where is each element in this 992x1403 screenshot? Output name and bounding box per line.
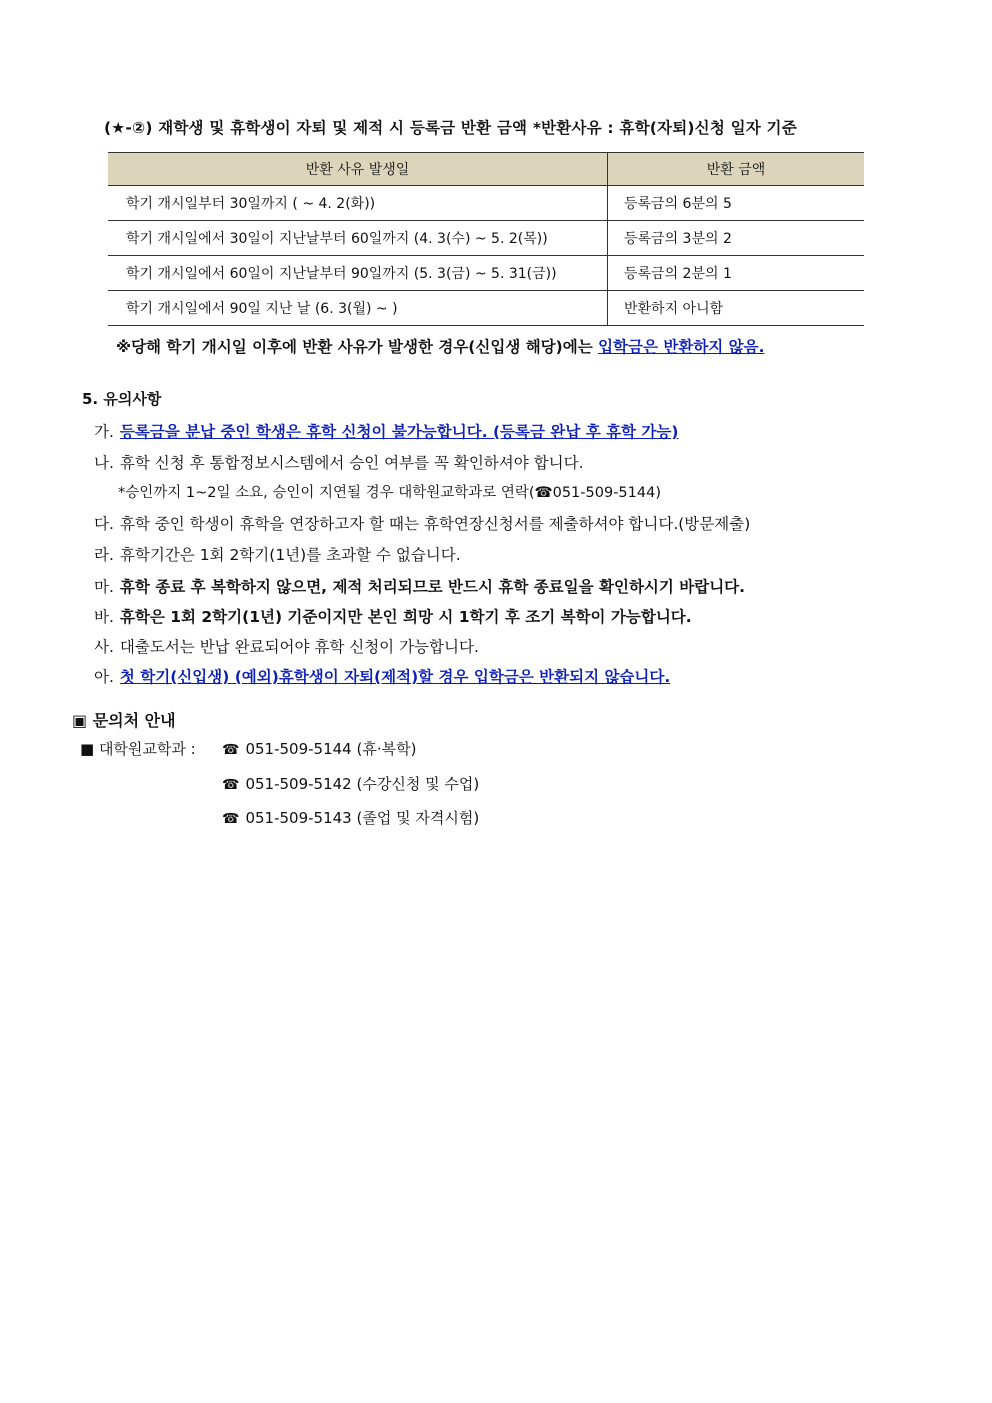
contact-department-line (80, 738, 196, 759)
refund-table (108, 152, 864, 326)
item-marker: 마. (94, 578, 114, 596)
item-text: 휴학 신청 후 통합정보시스템에서 승인 여부를 꼭 확인하셔야 합니다. (119, 454, 584, 472)
contact-section-title: ▣ 문의처 안내 (72, 711, 176, 730)
phone-description: (수강신청 및 수업) (356, 775, 480, 793)
item-marker: 사. (94, 638, 114, 656)
item-text: 대출도서는 반납 완료되어야 휴학 신청이 가능합니다. (119, 638, 479, 656)
item-text: 첫 학기(신입생) (예외)휴학생이 자퇴(제적)할 경우 입학금은 반환되지 않습니다. (119, 668, 671, 686)
notice-item-ra (94, 543, 461, 565)
refund-heading: (★-②) 재학생 및 휴학생이 자퇴 및 제적 시 등록금 반환 금액 *반환사유 : 휴학(자퇴)신청 일자 기준 (104, 119, 797, 137)
contact-phone-1 (222, 738, 416, 759)
item-text: 휴학 종료 후 복학하지 않으면, 제적 처리되므로 반드시 휴학 종료일을 확인하시기 바랍니다. (119, 578, 746, 596)
phone-description: (휴·복학) (356, 740, 417, 758)
table-cell-amount: 등록금의 6분의 5 (608, 186, 865, 221)
table-header-row (108, 153, 864, 186)
notice-item-ga (94, 420, 678, 442)
item-text: 휴학기간은 1회 2학기(1년)를 초과할 수 없습니다. (119, 546, 461, 564)
contact-phone-3 (222, 807, 479, 828)
table-row (108, 256, 864, 291)
notice-item-ma (94, 575, 745, 597)
phone-description: (졸업 및 자격시험) (356, 809, 480, 827)
notice-item-na (94, 451, 584, 473)
refund-note-text: ※당해 학기 개시일 이후에 반환 사유가 발생한 경우(신입생 해당)에는 (116, 338, 599, 356)
phone-number: 051-509-5142 (245, 775, 352, 793)
phone-number: 051-509-5144 (245, 740, 352, 758)
phone-icon: ☎ (222, 811, 240, 827)
item-text: 휴학 중인 학생이 휴학을 연장하고자 할 때는 휴학연장신청서를 제출하셔야 합니다.(방문제출) (119, 515, 751, 533)
column-header-cause-date: 반환 사유 발생일 (108, 153, 608, 186)
table-cell-period: 학기 개시일부터 30일까지 ( ~ 4. 2(화)) (108, 186, 608, 221)
contact-phone-2 (222, 773, 479, 794)
notice-section-title: 5. 유의사항 (82, 390, 162, 408)
refund-note-highlight: 입학금은 반환하지 않음. (598, 338, 765, 356)
item-marker: 라. (94, 546, 114, 564)
item-marker: 나. (94, 454, 114, 472)
column-header-refund-amount: 반환 금액 (608, 153, 865, 186)
item-marker: 바. (94, 608, 114, 626)
department-label: ■ 대학원교학과 : (80, 740, 196, 758)
notice-item-a (94, 665, 670, 687)
notice-item-da (94, 512, 750, 534)
table-row (108, 291, 864, 326)
table-cell-period: 학기 개시일에서 60일이 지난날부터 90일까지 (5. 3(금) ~ 5. 31(금)) (108, 256, 608, 291)
table-cell-period: 학기 개시일에서 90일 지난 날 (6. 3(월) ~ ) (108, 291, 608, 326)
item-marker: 가. (94, 423, 114, 441)
phone-icon: ☎ (222, 742, 240, 758)
item-marker: 다. (94, 515, 114, 533)
phone-number: 051-509-5143 (245, 809, 352, 827)
item-text: 등록금을 분납 중인 학생은 휴학 신청이 불가능합니다. (등록금 완납 후 휴학 가능) (119, 423, 679, 441)
item-text: *승인까지 1~2일 소요, 승인이 지연될 경우 대학원교학과로 연락(☎051-509-5144) (118, 485, 661, 501)
table-cell-period: 학기 개시일에서 30일이 지난날부터 60일까지 (4. 3(수) ~ 5. 2(목)) (108, 221, 608, 256)
refund-note (116, 335, 765, 357)
notice-item-ba (94, 605, 692, 627)
table-cell-amount: 등록금의 3분의 2 (608, 221, 865, 256)
notice-item-sa (94, 635, 479, 657)
table-row (108, 186, 864, 221)
notice-subitem-approval (118, 481, 661, 502)
item-marker: 아. (94, 668, 114, 686)
table-cell-amount: 등록금의 2분의 1 (608, 256, 865, 291)
table-cell-amount: 반환하지 아니함 (608, 291, 865, 326)
phone-icon: ☎ (222, 777, 240, 793)
table-row (108, 221, 864, 256)
item-text: 휴학은 1회 2학기(1년) 기준이지만 본인 희망 시 1학기 후 조기 복학이 가능합니다. (119, 608, 692, 626)
